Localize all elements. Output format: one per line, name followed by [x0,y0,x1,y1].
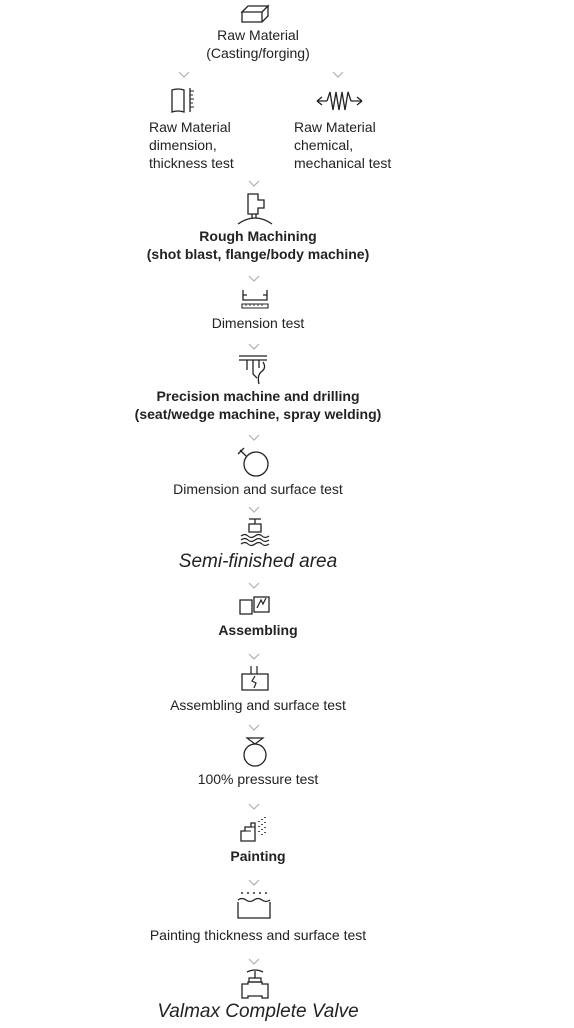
connector-chevron [248,803,260,810]
connector-chevron [248,180,260,187]
dimension-surface-label: Dimension and surface test [173,481,343,497]
connector-chevron [248,275,260,282]
connector-chevron [248,879,260,886]
precision-machine-label: Precision machine and drilling (seat/wedge machine, spray welding) [134,388,382,422]
drill-icon [237,354,271,386]
spray-icon [239,815,271,843]
lens-icon [236,446,272,478]
assembly-icon [238,594,272,618]
connector-chevron [248,343,260,350]
painting-thickness-label: Painting thickness and surface test [149,927,367,943]
gauge-icon [241,736,269,768]
assembling-label: Assembling [218,622,298,638]
chemical-mechanical-label: Raw Material chemical, mechanical test [294,119,392,171]
connector-chevron [248,958,260,965]
rough-machining-label: Rough Machining (shot blast, flange/body machine) [146,228,370,262]
painting-label: Painting [230,848,286,864]
assembling-surface-label: Assembling and surface test [170,697,346,713]
ruler-sheet-icon [170,86,196,114]
semi-finished-label: Semi-finished area [178,551,338,572]
dimension-thickness-label: Raw Material dimension, thickness test [149,119,234,171]
connector-chevron [248,653,260,660]
connector-chevron [248,434,260,441]
connector-chevron [248,506,260,513]
wave-arrows-icon [315,88,365,114]
block-icon [240,4,270,24]
valve-water-icon [239,516,271,546]
connector-chevron [178,71,190,78]
machine-icon [236,192,274,226]
caliper-icon [240,288,270,310]
connector-chevron [332,71,344,78]
pressure-test-label: 100% pressure test [197,771,319,787]
dimension-test-label: Dimension test [211,315,305,331]
paint-layer-icon [236,890,272,922]
crack-box-icon [240,664,270,692]
complete-valve-label: Valmax Complete Valve [157,1001,359,1022]
raw-material-label: Raw Material (Casting/forging) [206,27,310,61]
valve-icon [240,968,270,1000]
connector-chevron [248,582,260,589]
connector-chevron [248,724,260,731]
